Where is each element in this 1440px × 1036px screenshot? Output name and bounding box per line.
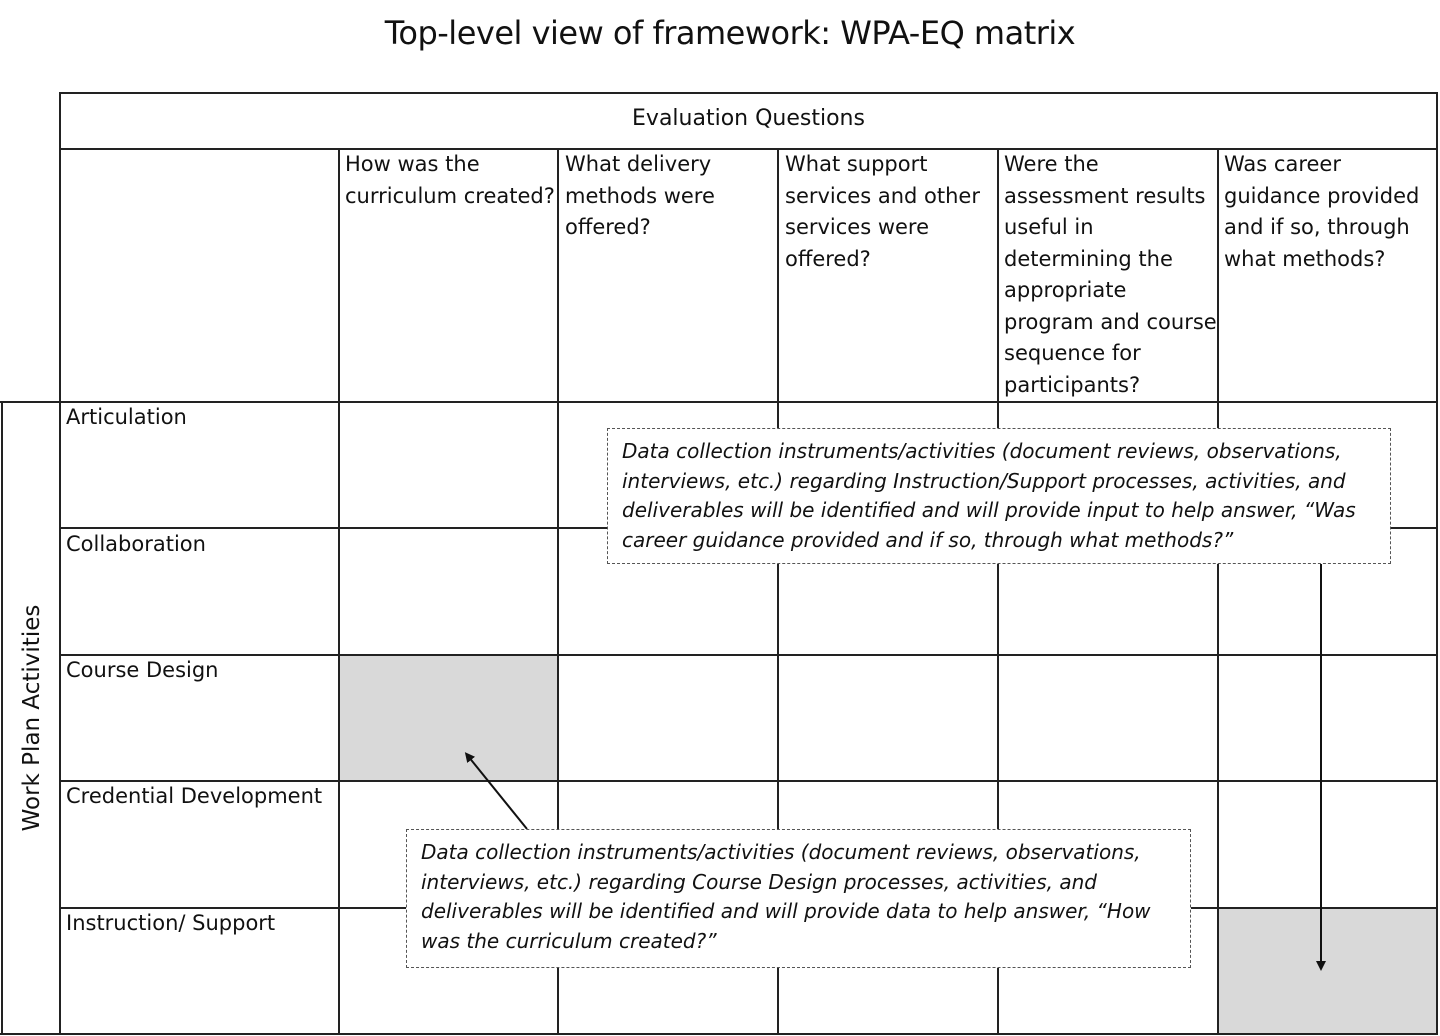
highlight-course-design-curriculum xyxy=(339,655,558,781)
activity-instruction-support: Instruction/ Support xyxy=(66,911,276,935)
activity-course-design: Course Design xyxy=(66,658,219,682)
question-2: What delivery methods were offered? xyxy=(565,152,715,239)
work-plan-activities-label: Work Plan Activities xyxy=(19,604,45,832)
callout-instruction-support: Data collection instruments/activities (document reviews, observations, interviews, etc.) regarding Instruction/Support processes, activities, and deliverables will be identified and will provide input to help answer, “Was career guidance provided and if so, through what methods?” xyxy=(607,428,1391,564)
activity-credential-development: Credential Development xyxy=(66,784,323,808)
question-5: Was career guidance provided and if so, through what methods? xyxy=(1224,152,1420,271)
evaluation-questions-header: Evaluation Questions xyxy=(632,106,865,131)
activity-collaboration: Collaboration xyxy=(66,532,206,556)
activity-articulation: Articulation xyxy=(66,405,187,429)
callout-course-design: Data collection instruments/activities (document reviews, observations, interviews, etc.) regarding Course Design processes, activities, and deliverables will be identified and will provide data to help answer, “How was the curriculum created?” xyxy=(406,829,1191,968)
highlight-instruction-career-guidance xyxy=(1218,908,1437,1034)
diagram-title: Top-level view of framework: WPA-EQ matrix xyxy=(384,14,1076,52)
question-3: What support services and other services were offered? xyxy=(785,152,980,271)
question-1: How was the curriculum created? xyxy=(345,152,555,208)
question-4: Were the assessment results useful in determining the appropriate program and course sequence for participants? xyxy=(1004,152,1217,397)
